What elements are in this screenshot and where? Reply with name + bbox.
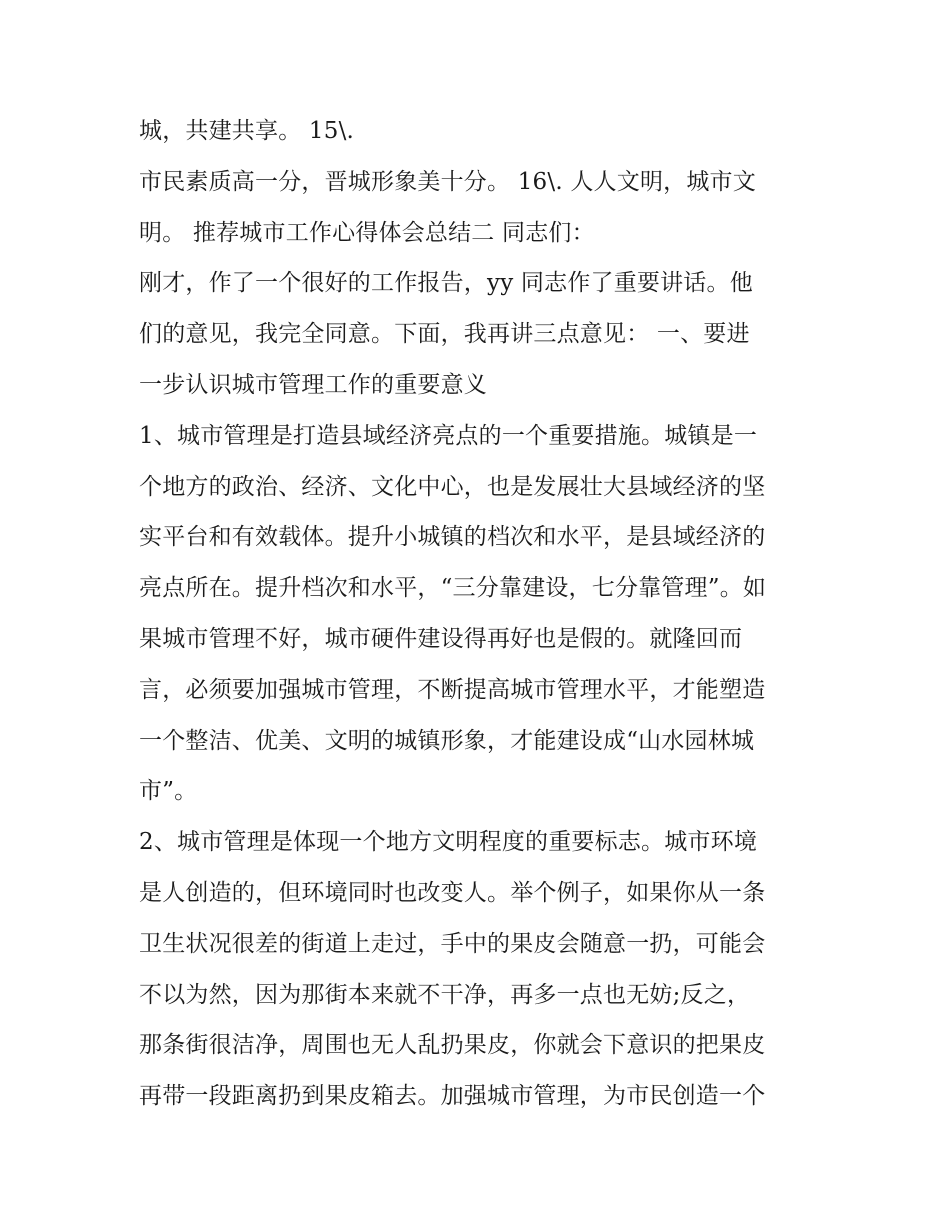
text-line: 2、城市管理是体现一个地方文明程度的重要标志。城市环境 — [139, 829, 758, 856]
text-line: 卫生状况很差的街道上走过，手中的果皮会随意一扔，可能会 — [139, 930, 766, 957]
text-line: 明。 推荐城市工作心得体会总结二 同志们： — [139, 219, 595, 246]
text-line: 那条街很洁净，周围也无人乱扔果皮，你就会下意识的把果皮 — [139, 1032, 766, 1059]
text-line: 个地方的政治、经济、文化中心，也是发展壮大县域经济的坚 — [139, 473, 766, 500]
text-line: 再带一段距离扔到果皮箱去。加强城市管理，为市民创造一个 — [139, 1083, 766, 1110]
text-line: 一步认识城市管理工作的重要意义 — [139, 371, 487, 398]
document-body — [139, 106, 819, 1122]
text-line: 市”。 — [139, 778, 198, 805]
text-line: 是人创造的，但环境同时也改变人。举个例子，如果你从一条 — [139, 879, 766, 906]
text-line: 亮点所在。提升档次和水平，“三分靠建设，七分靠管理”。如 — [139, 575, 767, 602]
text-line: 实平台和有效载体。提升小城镇的档次和水平，是县域经济的 — [139, 524, 766, 551]
text-line: 言，必须要加强城市管理，不断提高城市管理水平，才能塑造 — [139, 676, 766, 703]
text-line: 们的意见，我完全同意。下面，我再讲三点意见： 一、要进 — [139, 321, 750, 348]
text-line: 1、城市管理是打造县域经济亮点的一个重要措施。城镇是一 — [139, 422, 758, 449]
text-line: 市民素质高一分，晋城形象美十分。 16\. 人人文明，城市文 — [139, 168, 756, 195]
text-line: 城，共建共享。 15\. — [139, 118, 355, 144]
text-line: 不以为然，因为那街本来就不干净，再多一点也无妨;反之， — [139, 981, 751, 1008]
text-line: 果城市管理不好，城市硬件建设得再好也是假的。就隆回而 — [139, 625, 743, 652]
text-line: 一个整洁、优美、文明的城镇形象，才能建设成“山水园林城 — [139, 727, 755, 754]
text-line: 刚才，作了一个很好的工作报告，yy 同志作了重要讲话。他 — [139, 270, 753, 297]
